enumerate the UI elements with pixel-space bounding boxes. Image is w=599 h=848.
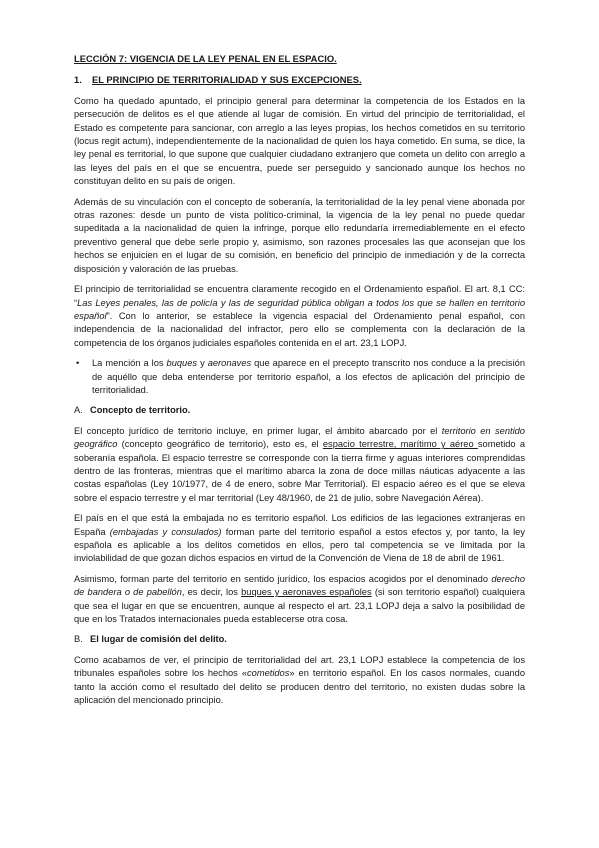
paragraph-7 [74, 654, 525, 708]
paragraph-5-italic: (embajadas y consulados) [109, 526, 222, 537]
bullet-text-a: La mención a los [92, 358, 167, 369]
paragraph-6-underline: buques y aeronaves españoles [241, 587, 372, 598]
section-1-number: 1. [74, 74, 82, 86]
paragraph-2: Además de su vinculación con el concepto de soberanía, la territorialidad de la ley penal viene abonada por otras razones: desde un punto de vista político-criminal, la vigencia de la ley penal no puede quedar supeditada a la nacionalidad de quien la infringe, porque ello redundaría irremediablemente en el efecto preventivo general que debe serle propio y, asimismo, son razones procesales las que aconsejan que los hechos se enjuicien en el lugar de su comisión, en beneficio del principio de inmediación y de la correcta disposición y valoración de las pruebas. [74, 196, 525, 274]
section-1-title: EL PRINCIPIO DE TERRITORIALIDAD Y SUS EXCEPCIONES. [92, 74, 362, 86]
section-a-title: Concepto de territorio. [90, 405, 191, 416]
section-b-heading [74, 633, 525, 646]
paragraph-6-italic: derecho de bandera o de pabellón [74, 573, 525, 598]
paragraph-4-text-b: (concepto geográfico de territorio), esto es, el [117, 439, 323, 450]
paragraph-4-text-c: sometido a soberanía española. El espacio terrestre se corresponde con la tierra firme y aguas interiores comprendidas dentro de las fronteras, mientras que el marítimo abarca la zona de doce millas náuticas adyacente a las costas españolas (Ley 10/1977, de 4 de enero, sobre Mar Territorial). El espacio aéreo es el que se eleva sobre el espacio terrestre y el mar territorial (Ley 48/1960, de 21 de julio, sobre Navegación Aérea). [74, 439, 526, 503]
paragraph-4-text-a: El concepto jurídico de territorio incluye, en primer lugar, el ámbito abarcado por el [74, 425, 442, 436]
paragraph-3-text-a: El principio de territorialidad se encuentra claramente recogido en el Ordenamiento español. El art. 8,1 CC: “ [74, 284, 525, 308]
paragraph-6-text-a: Asimismo, forman parte del territorio en sentido jurídico, los espacios acogidos por el denominado [74, 573, 492, 584]
section-b-letter: B. [74, 634, 83, 645]
section-1-heading [74, 73, 525, 86]
section-a-heading [74, 404, 525, 417]
paragraph-5-text-b: forman parte del territorio español a estos efectos y, por tanto, la ley española es aplicable a los delitos cometidos en ellos, pero tal competencia se ve limitada por la inviolabilidad de que gozan dichos espacios en virtud de la Convención de Viena de 18 de abril de 1961. [74, 526, 525, 564]
bullet-marker: • [76, 358, 80, 369]
lesson-title: LECCIÓN 7: VIGENCIA DE LA LEY PENAL EN EL ESPACIO. [74, 53, 337, 64]
bullet-text-b: y [197, 358, 208, 369]
bullet-text-c: que aparece en el precepto transcrito nos conduce a la precisión de aquéllo que deba entenderse por territorio español, a los efectos de aplicación del principio de territorialidad. [92, 358, 525, 395]
section-a-letter: A. [74, 405, 83, 416]
paragraph-7-italic: cometidos [247, 668, 290, 679]
paragraph-1: Como ha quedado apuntado, el principio general para determinar la competencia de los Estados en la persecución de delitos es el que atiende al lugar de comisión. En virtud del principio de territorialidad, el Estado es competente para sancionar, con arreglo a las leyes propias, los hechos cometidos en su territorio (locus regit actum), independientemente de la nacionalidad de quien los haya cometido. En suma, se dice, la ley penal es territorial, lo que supone que cualquier ciudadano extranjero que cometa un delito con arreglo a las leyes del país en el que se encuentra, puede ser perseguido y sancionado aunque los hechos no constituyan delito en su país de origen. [74, 95, 525, 187]
bullet-italic-buques: buques [166, 358, 198, 369]
list-item [74, 357, 525, 397]
paragraph-3-text-b: ”. Con lo anterior, se establece la vigencia espacial del Ordenamiento penal español, con independencia de la nacionalidad del infractor, pero ello se complementa con la declaración de la competencia de los órganos judiciales españoles contenida en el art. 23,1 LOPJ. [74, 310, 525, 348]
paragraph-5 [74, 512, 525, 566]
bullet-text [92, 357, 525, 397]
paragraph-3-quote: Las Leyes penales, las de policía y las de seguridad pública obligan a todos los que se hallen en territorio español [74, 297, 525, 321]
paragraph-4-italic: territorio en sentido geográfico [74, 425, 525, 450]
paragraph-5-text-a: El país en el que está la embajada no es territorio español. Los edificios de las legaciones extranjeras en España [74, 513, 525, 537]
paragraph-4-underline: espacio terrestre, marítimo y aéreo [322, 439, 478, 450]
paragraph-7-text-b: » en territorio español. En los casos normales, cuando tanto la acción como el resultado del delito se producen dentro del territorio, no existen dudas sobre la aplicación del mencionado principio. [74, 668, 525, 706]
paragraph-3 [74, 283, 525, 350]
paragraph-6-text-c: (si son territorio español) cualquiera que sea el lugar en que se encuentren, aunque al respecto el art. 23,1 LOPJ deja a salvo la posibilidad de que en los Tratados internacionales pueda establecerse otra cosa. [74, 587, 526, 625]
bullet-list [74, 357, 525, 397]
paragraph-4 [74, 425, 525, 505]
paragraph-6 [74, 573, 525, 627]
bullet-italic-aeronaves: aeronaves [207, 358, 252, 369]
paragraph-7-text-a: Como acabamos de ver, el principio de territorialidad del art. 23,1 LOPJ establece la competencia de los tribunales españoles sobre los hechos « [74, 654, 525, 679]
section-b-title: El lugar de comisión del delito. [90, 634, 227, 645]
paragraph-6-text-b: , es decir, los [181, 587, 242, 598]
